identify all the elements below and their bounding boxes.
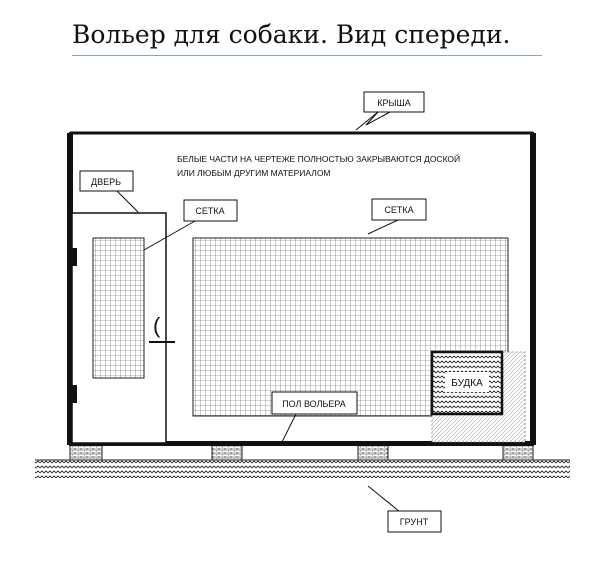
- callout-door: [80, 171, 138, 212]
- label-mesh-main: СЕТКА: [384, 205, 414, 215]
- label-floor: ПОЛ ВОЛЬЕРА: [282, 399, 346, 409]
- label-door: ДВЕРЬ: [90, 177, 122, 187]
- foundation-blocks: [70, 445, 533, 460]
- label-ground: ГРУНТ: [399, 517, 429, 527]
- door-handle-icon: (: [153, 313, 161, 338]
- note-line-2: ИЛИ ЛЮБЫМ ДРУГИМ МАТЕРИАЛОМ: [177, 168, 331, 178]
- door: [72, 213, 175, 443]
- callout-floor: [272, 392, 357, 442]
- ground: [35, 460, 570, 478]
- note-line-1: БЕЛЫЕ ЧАСТИ НА ЧЕРТЕЖЕ ПОЛНОСТЬЮ ЗАКРЫВАЮТСЯ ДОСКОЙ: [177, 154, 461, 164]
- callout-roof: [356, 92, 424, 130]
- callout-ground: [368, 486, 441, 532]
- label-mesh-door: СЕТКА: [195, 206, 225, 216]
- label-booth: БУДКА: [451, 378, 483, 389]
- page-title: Вольер для собаки. Вид спереди.: [72, 20, 511, 49]
- label-roof: КРЫША: [377, 98, 411, 108]
- dog-booth: [432, 352, 525, 442]
- callout-mesh-main: [368, 199, 426, 234]
